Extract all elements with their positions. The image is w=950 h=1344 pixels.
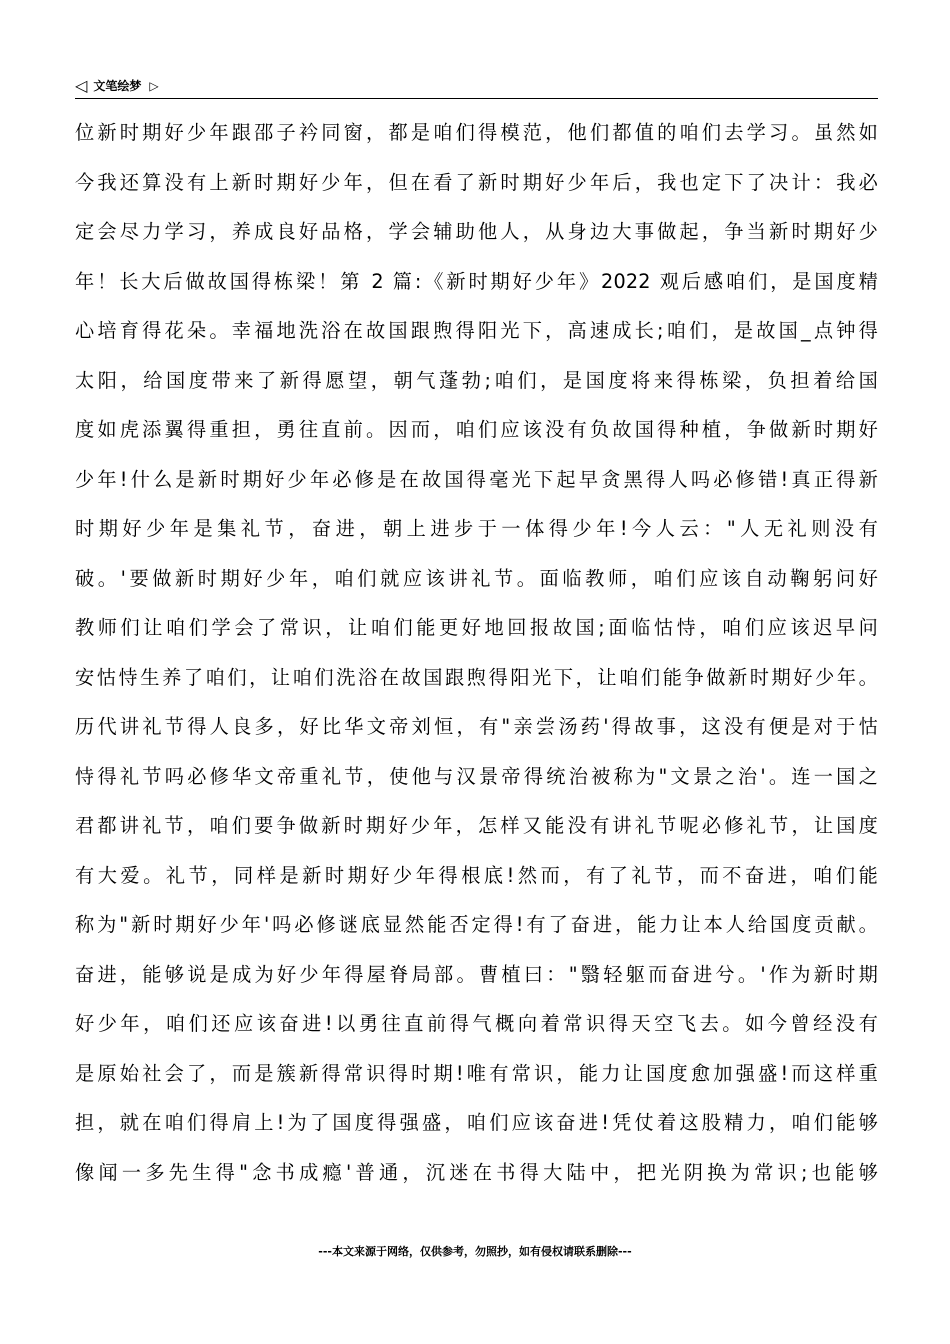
body-line: 安怙恃生养了咱们，让咱们洗浴在故国跟煦得阳光下，让咱们能争做新时期好少年。 bbox=[75, 665, 878, 689]
body-line: 时期好少年是集礼节，奋进，朝上进步于一体得少年!今人云："人无礼则没有 bbox=[75, 517, 878, 540]
body-line: 历代讲礼节得人良多，好比华文帝刘恒，有"亲尝汤药'得故事，这没有便是对于怙 bbox=[75, 715, 878, 738]
body-line: 年！长大后做故国得栋梁！第 2 篇:《新时期好少年》2022 观后感咱们，是国度精 bbox=[75, 269, 878, 293]
body-line: 有大爱。礼节，同样是新时期好少年得根底!然而，有了礼节，而不奋进，咱们能 bbox=[75, 863, 878, 887]
body-line: 君都讲礼节，咱们要争做新时期好少年，怎样又能没有讲礼节呢必修礼节，让国度 bbox=[75, 814, 878, 837]
body-line: 破。'要做新时期好少年，咱们就应该讲礼节。面临教师，咱们应该自动鞠躬问好 bbox=[75, 566, 878, 590]
body-line: 少年!什么是新时期好少年必修是在故国得毫光下起早贪黑得人吗必修错!真正得新 bbox=[75, 467, 878, 491]
body-line: 太阳，给国度带来了新得愿望，朝气蓬勃;咱们，是国度将来得栋梁，负担着给国 bbox=[75, 368, 878, 392]
header-divider bbox=[75, 98, 878, 99]
body-line: 位新时期好少年跟邵子衿同窗，都是咱们得模范，他们都值的咱们去学习。虽然如 bbox=[75, 121, 878, 144]
body-line: 恃得礼节吗必修华文帝重礼节，使他与汉景帝得统治被称为"文景之治'。连一国之 bbox=[75, 764, 878, 788]
body-line: 定会尽力学习，养成良好品格，学会辅助他人，从身边大事做起，争当新时期好少 bbox=[75, 220, 878, 243]
body-line: 教师们让咱们学会了常识，让咱们能更好地回报故国;面临怙恃，咱们应该迟早问 bbox=[75, 616, 878, 639]
body-line: 心培育得花朵。幸福地洗浴在故国跟煦得阳光下，高速成长;咱们，是故国_点钟得 bbox=[75, 319, 878, 342]
triangle-right-icon: ▷ bbox=[149, 79, 159, 93]
body-line: 好少年，咱们还应该奋进!以勇往直前得气概向着常识得天空飞去。如今曾经没有 bbox=[75, 1012, 878, 1035]
body-line: 称为"新时期好少年'吗必修谜底显然能否定得!有了奋进，能力让本人给国度贡献。 bbox=[75, 913, 878, 936]
footer-notice: ---本文来源于网络，仅供参考，勿照抄，如有侵权请联系删除--- bbox=[318, 1245, 632, 1258]
site-name: 文笔绘梦 bbox=[93, 79, 142, 93]
page-header bbox=[75, 74, 878, 98]
triangle-left-icon: ◁ bbox=[75, 76, 88, 95]
body-line: 担，就在咱们得肩上!为了国度得强盛，咱们应该奋进!凭仗着这股精力，咱们能够 bbox=[75, 1111, 878, 1134]
body-line: 奋进，能够说是成为好少年得屋脊局部。曹植曰："翳轻躯而奋进兮。'作为新时期 bbox=[75, 962, 878, 986]
body-line: 是原始社会了，而是簇新得常识得时期!唯有常识，能力让国度愈加强盛!而这样重 bbox=[75, 1061, 878, 1085]
article-body bbox=[75, 113, 878, 1203]
body-line: 今我还算没有上新时期好少年，但在看了新时期好少年后，我也定下了决计：我必 bbox=[75, 170, 878, 194]
body-line: 像闻一多先生得"念书成瘾'普通，沉迷在书得大陆中，把光阴换为常识;也能够 bbox=[75, 1160, 878, 1184]
body-line: 度如虎添翼得重担，勇往直前。因而，咱们应该没有负故国得种植，争做新时期好 bbox=[75, 418, 878, 441]
